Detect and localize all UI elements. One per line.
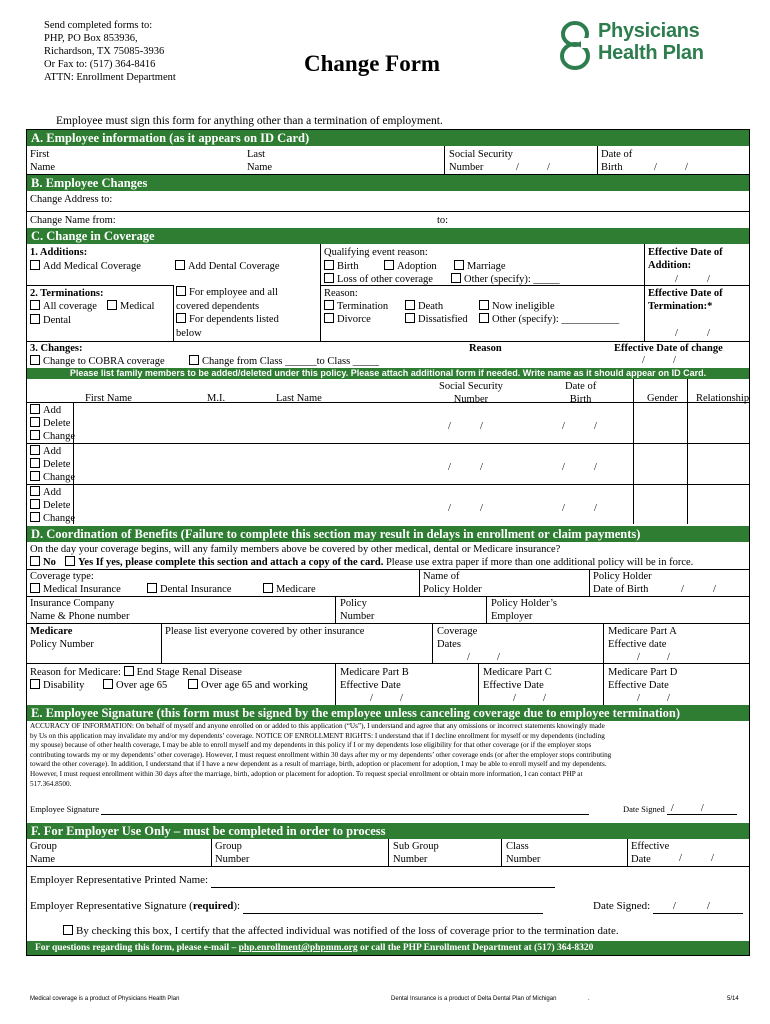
contact-email-link[interactable]: php.enrollment@phpmm.org bbox=[238, 943, 358, 953]
qualifying-event-label: Qualifying event reason: bbox=[324, 247, 428, 258]
employee-signature-line[interactable] bbox=[101, 814, 589, 815]
family-list-note: Please list family members to be added/deleted under this policy. Please attach additional form if needed. Write name as it should appear on ID Card. bbox=[27, 368, 749, 379]
change-address-label: Change Address to: bbox=[30, 194, 113, 205]
medicare-option[interactable]: Medicare bbox=[263, 583, 316, 596]
marriage-checkbox[interactable] bbox=[454, 260, 464, 270]
mailing-address bbox=[44, 19, 176, 84]
term-dental-option[interactable]: Dental bbox=[30, 314, 71, 327]
employee-date-line[interactable]: / / bbox=[667, 814, 737, 815]
logo-line-2: Health Plan bbox=[598, 42, 704, 64]
class-number-label: Class Number bbox=[506, 841, 541, 866]
effective-date-label: Effective Date bbox=[631, 841, 670, 866]
dob-label: Date of Birth bbox=[601, 149, 633, 174]
ssn-label: Social Security Number bbox=[449, 149, 513, 174]
row1-delete-checkbox[interactable] bbox=[30, 417, 40, 427]
disability-checkbox[interactable] bbox=[30, 679, 40, 689]
termination-checkbox[interactable] bbox=[324, 300, 334, 310]
footer-medical-note: Medical coverage is a product of Physicians Health Plan bbox=[30, 996, 180, 1002]
section-e-header: E. Employee Signature (this form must be signed by the employee unless canceling coverage due to employee termination) bbox=[27, 705, 749, 721]
section-f-header: F. For Employer Use Only – must be completed in order to process bbox=[27, 823, 749, 839]
certify-checkbox[interactable] bbox=[63, 925, 73, 935]
rep-printed-name-field[interactable]: Employer Representative Printed Name: bbox=[30, 874, 555, 888]
row1-add-checkbox[interactable] bbox=[30, 404, 40, 414]
policy-holder-dob-label: Policy Holder Date of Birth bbox=[593, 571, 652, 596]
first-name-label: First Name bbox=[30, 149, 56, 174]
medicare-part-b-label: Medicare Part B Effective Date bbox=[340, 667, 409, 692]
list-covered-label: Please list everyone covered by other insurance bbox=[165, 626, 365, 637]
subgroup-number-label: Sub Group Number bbox=[393, 841, 439, 866]
change-name-label: Change Name from: bbox=[30, 215, 116, 226]
dental-insurance-checkbox[interactable] bbox=[147, 583, 157, 593]
esrd-checkbox[interactable] bbox=[124, 666, 134, 676]
term-dental-checkbox[interactable] bbox=[30, 314, 40, 324]
over65-working-option[interactable]: Over age 65 and working bbox=[188, 679, 308, 692]
adoption-checkbox[interactable] bbox=[384, 260, 394, 270]
effective-change-label: Effective Date of change bbox=[614, 343, 723, 354]
section-b-header: B. Employee Changes bbox=[27, 175, 749, 191]
loss-other-checkbox[interactable] bbox=[324, 273, 334, 283]
rep-signature-line[interactable] bbox=[243, 913, 543, 914]
effective-addition-label: Effective Date of Addition: bbox=[648, 247, 723, 272]
group-name-label: Group Name bbox=[30, 841, 57, 866]
cobra-checkbox[interactable] bbox=[30, 355, 40, 365]
rep-printed-name-line[interactable] bbox=[211, 887, 555, 888]
col-last-name: Last Name bbox=[276, 393, 322, 404]
row2-delete-checkbox[interactable] bbox=[30, 458, 40, 468]
change-reason-label: Reason bbox=[469, 343, 502, 354]
yes-checkbox[interactable] bbox=[65, 556, 75, 566]
address-line: ATTN: Enrollment Department bbox=[44, 72, 176, 83]
birth-option[interactable]: Birth bbox=[324, 260, 359, 273]
dissatisfied-checkbox[interactable] bbox=[405, 313, 415, 323]
questions-bar: For questions regarding this form, please e-mail – php.enrollment@phpmm.org or call the PHP Enrollment Department at (517) 364-8320 bbox=[27, 941, 749, 955]
section-d-header: D. Coordination of Benefits (Failure to complete this section may result in delays in enrollment or claim payments) bbox=[27, 526, 749, 542]
for-dependents-checkbox[interactable] bbox=[176, 313, 186, 323]
medicare-policy-label: Medicare Policy Number bbox=[30, 626, 94, 651]
for-employee-checkbox[interactable] bbox=[176, 286, 186, 296]
col-ssn: Social Security Number bbox=[439, 381, 503, 406]
php-logo bbox=[556, 20, 726, 72]
medical-insurance-option[interactable]: Medical Insurance bbox=[30, 583, 121, 596]
rep-date-line[interactable]: / / bbox=[653, 913, 743, 914]
col-dob: Date of Birth bbox=[565, 381, 597, 406]
now-ineligible-option[interactable]: Now ineligible bbox=[479, 300, 555, 313]
footer-dot: . bbox=[588, 996, 590, 1002]
row2-add-checkbox[interactable] bbox=[30, 445, 40, 455]
certify-option[interactable]: By checking this box, I certify that the affected individual was notified of the loss of coverage prior to the termination date. bbox=[63, 925, 619, 939]
policy-holder-name-label: Name of Policy Holder bbox=[423, 571, 482, 596]
page-title: Change Form bbox=[304, 51, 441, 76]
last-name-label: Last Name bbox=[247, 149, 273, 174]
col-gender: Gender bbox=[647, 393, 678, 404]
marriage-option[interactable]: Marriage bbox=[454, 260, 505, 273]
address-line: Richardson, TX 75085-3936 bbox=[44, 46, 165, 57]
medicare-part-a-label: Medicare Part A Effective date bbox=[608, 626, 677, 651]
yes-option[interactable]: Yes If yes, please complete this section and attach a copy of the card. Please use extra paper if more than one additional policy will be in force. bbox=[65, 556, 693, 569]
php-logo-icon bbox=[556, 20, 594, 72]
no-option[interactable]: No bbox=[30, 556, 56, 569]
adoption-option[interactable]: Adoption bbox=[384, 260, 437, 273]
dental-insurance-option[interactable]: Dental Insurance bbox=[147, 583, 231, 596]
coverage-type-label: Coverage type: bbox=[30, 571, 94, 582]
term-medical-option[interactable]: Medical bbox=[107, 300, 154, 313]
row3-delete-checkbox[interactable] bbox=[30, 499, 40, 509]
no-checkbox[interactable] bbox=[30, 556, 40, 566]
for-employee-option[interactable]: For employee and all bbox=[176, 286, 278, 299]
termination-option[interactable]: Termination bbox=[324, 300, 388, 313]
policy-number-label: Policy Number bbox=[340, 598, 375, 623]
col-mi: M.I. bbox=[207, 393, 226, 404]
rep-signature-field[interactable]: Employer Representative Signature (required): bbox=[30, 900, 543, 914]
employee-signature-field[interactable]: Employee Signature bbox=[30, 804, 589, 815]
birth-checkbox[interactable] bbox=[324, 260, 334, 270]
change-name-to-label: to: bbox=[437, 215, 449, 226]
term-other-option[interactable]: Other (specify): ___________ bbox=[479, 313, 619, 326]
coverage-dates-label: Coverage Dates bbox=[437, 626, 478, 651]
row3-add-checkbox[interactable] bbox=[30, 486, 40, 496]
medical-insurance-checkbox[interactable] bbox=[30, 583, 40, 593]
all-coverage-checkbox[interactable] bbox=[30, 300, 40, 310]
add-medical-checkbox[interactable] bbox=[30, 260, 40, 270]
over65-option[interactable]: Over age 65 bbox=[103, 679, 167, 692]
col-first-name: First Name bbox=[85, 393, 132, 404]
disability-option[interactable]: Disability bbox=[30, 679, 84, 692]
all-coverage-option[interactable]: All coverage bbox=[30, 300, 97, 313]
address-line: Or Fax to: (517) 364-8416 bbox=[44, 59, 156, 70]
row1-change-checkbox[interactable] bbox=[30, 430, 40, 440]
effective-termination-label: Effective Date of Termination:* bbox=[648, 288, 723, 313]
class-change-option[interactable]: Change from Class ______to Class _____ bbox=[189, 355, 379, 368]
add-dental-checkbox[interactable] bbox=[175, 260, 185, 270]
add-medical-option[interactable]: Add Medical Coverage bbox=[30, 260, 141, 273]
insurance-company-label: Insurance Company Name & Phone number bbox=[30, 598, 130, 623]
over65-working-checkbox[interactable] bbox=[188, 679, 198, 689]
death-checkbox[interactable] bbox=[405, 300, 415, 310]
add-dental-option[interactable]: Add Dental Coverage bbox=[175, 260, 280, 273]
logo-line-1: Physicians bbox=[598, 20, 700, 42]
dissatisfied-option[interactable]: Dissatisfied bbox=[405, 313, 468, 326]
changes-label: 3. Changes: bbox=[30, 343, 83, 354]
other-specify-checkbox[interactable] bbox=[451, 273, 461, 283]
medicare-checkbox[interactable] bbox=[263, 583, 273, 593]
now-ineligible-checkbox[interactable] bbox=[479, 300, 489, 310]
reason-medicare-label: Reason for Medicare: End Stage Renal Disease bbox=[30, 667, 242, 678]
additions-label: 1. Additions: bbox=[30, 247, 88, 258]
other-specify-option[interactable]: Other (specify): _____ bbox=[451, 273, 560, 286]
employee-date-signed-field[interactable]: Date Signed / / bbox=[623, 804, 737, 815]
footer-version: 5/14 bbox=[727, 996, 739, 1002]
row3-change-checkbox[interactable] bbox=[30, 512, 40, 522]
rep-date-signed-field[interactable]: Date Signed: / / bbox=[593, 900, 743, 914]
loss-other-option[interactable]: Loss of other coverage bbox=[324, 273, 433, 286]
col-relationship: Relationship bbox=[696, 393, 750, 404]
terminations-label: 2. Terminations: bbox=[30, 288, 104, 299]
address-line: PHP, PO Box 853936, bbox=[44, 33, 138, 44]
accuracy-paragraph: ACCURACY OF INFORMATION: On behalf of myself and anyone enrolled on or added to this application (“Us”), I understand and agree that any omissions or incorrect statements knowingly made by Us on this application may invalidate my and/or my dependents’ coverage. NOTICE OF ENROLLMENT RIGHTS: I understand that if I decline enrollment for myself or my dependents (including my spouse) because of other health coverage, I may be able to enroll myself and my dependents in this policy if I or my dependents lose eligibility for that other coverage (or if the employer stops contributing towards my or my dependents’ other coverage). However, I must request enrollment within 30 days after my or my dependents’ other coverage ends (or after the employer stops contributing toward the other coverage). In addition, I understand that if I have a new dependent as a result of marriage, birth, adoption or placement for adoption, I may be able to enroll myself and my dependents. However, I must request enrollment within 30 days after the marriage, birth, adoption or placement for adoption. To request special enrollment or obtain more information, I can contact PHP at 517.364.8500. bbox=[30, 722, 612, 788]
other-insurance-question: On the day your coverage begins, will any family members above be covered by other medical, dental or Medicare insurance? bbox=[30, 544, 561, 555]
term-other-checkbox[interactable] bbox=[479, 313, 489, 323]
section-c-header: C. Change in Coverage bbox=[27, 228, 749, 244]
term-medical-checkbox[interactable] bbox=[107, 300, 117, 310]
footer-dental-note: Dental Insurance is a product of Delta Dental Plan of Michigan bbox=[391, 996, 557, 1002]
medicare-part-d-label: Medicare Part D Effective Date bbox=[608, 667, 678, 692]
row2-change-checkbox[interactable] bbox=[30, 471, 40, 481]
address-line: Send completed forms to: bbox=[44, 20, 153, 31]
divorce-checkbox[interactable] bbox=[324, 313, 334, 323]
term-reason-label: Reason: bbox=[324, 288, 358, 299]
cobra-option[interactable]: Change to COBRA coverage bbox=[30, 355, 165, 368]
section-a-header: A. Employee information (as it appears on ID Card) bbox=[27, 130, 749, 146]
class-change-checkbox[interactable] bbox=[189, 355, 199, 365]
instruction-text: Employee must sign this form for anything other than a termination of employment. bbox=[56, 115, 443, 127]
divorce-option[interactable]: Divorce bbox=[324, 313, 371, 326]
for-dependents-option[interactable]: For dependents listed bbox=[176, 313, 279, 326]
medicare-part-c-label: Medicare Part C Effective Date bbox=[483, 667, 552, 692]
over65-checkbox[interactable] bbox=[103, 679, 113, 689]
group-number-label: Group Number bbox=[215, 841, 250, 866]
death-option[interactable]: Death bbox=[405, 300, 443, 313]
change-form: A. Employee information (as it appears on ID Card) First Name Last Name Social Security Number / / Date of Birth / / B. Employee Changes Change Address to: Change Name from: to: C. Change in Coverage 1. Additions: Add Medical Coverage Add Dental Coverage Qualifying event reason: Birth Adoption Marriage Loss of other coverage Other (specify): _____ Effective Date of Addition: / / 2. Terminations: All coverage Medical Dental For employee and all covered dependents For dependents listed below Reason: Termination Death Now ineligible Divorce Dissatisfied Other (specify): ___________ Effective Date of Termination:* / / 3. Changes: Change to COBRA coverage Change from Class ______to Class _____ Reason Effective Date of change / / Please list family members to be added/deleted under this policy. Please attach additional form if needed. Write name as it should appear on ID Card. First Name M.I. Last Name Social Security Number Date of Birth Gender Relationship Add Delete Change / / / / Add Delete Change / / / / Add Delete Change / / / / D. Coordination of Benefits (Failure to complete this section may result in delays in enrollment or claim payments) On the day your coverage begins, will any family members above be covered by other medical, dental or Medicare insurance? No Yes If yes, please complete this section and attach a copy of the card. Please use extra paper if more than one additional policy will be in force. Coverage type: Medical Insurance Dental Insurance Medicare Name of Policy Holder Policy Holder Date of Birth / / Insurance Company Name & Phone number Policy Number Policy Holder’s Employer Medicare Policy Number Please list everyone covered by other insurance Coverage Dates / / Medicare Part A Effective date / / Reason for Medicare: End Stage Renal Disease Disability Over age 65 Over age 65 and working Medicare Part B Effective Date / / Medicare Part C Effective Date / / Medicare Part D Effective Date / / E. Employee Signature (this form must be signed by the employee unless canceling coverage due to employee termination) ACCURACY OF INFORMATION: On behalf of myself and anyone enrolled on or added to this application (“Us”), I understand and agree that any omissions or incorrect statements knowingly made by Us on this application may invalidate my and/or my dependents’ coverage. NOTICE OF ENROLLMENT RIGHTS: I understand that if I decline enrollment for myself or my dependents (including my spouse) because of other health coverage, I may be able to enroll myself and my dependents in this policy if I or my dependents lose eligibility for that other coverage (or if the employer stops contributing towards my or my dependents’ other coverage). However, I must request enrollment within 30 days after my or my dependents’ other coverage ends (or after the employer stops contributing toward the other coverage). In addition, I understand that if I have a new dependent as a result of marriage, birth, adoption or placement for adoption, I may be able to enroll myself and my dependents. However, I must request enrollment within 30 days after the marriage, birth, adoption or placement for adoption. To request special enrollment or obtain more information, I can contact PHP at 517.364.8500. Employee Signature Date Signed / / F. For Employer Use Only – must be completed in order to process Group Name Group Number Sub Group Number Class Number Effective Date / / Employer Representative Printed Name: Employer Representative Signature (required): Date Signed: / / By checking this box, I certify that the affected individual was notified of the loss of coverage prior to the termination date. For questions regarding this form, please e-mail – php.enrollment@phpmm.org or call the PHP Enrollment Department at (517) 364-8320 bbox=[26, 129, 750, 956]
policy-holder-employer-label: Policy Holder’s Employer bbox=[491, 598, 558, 623]
